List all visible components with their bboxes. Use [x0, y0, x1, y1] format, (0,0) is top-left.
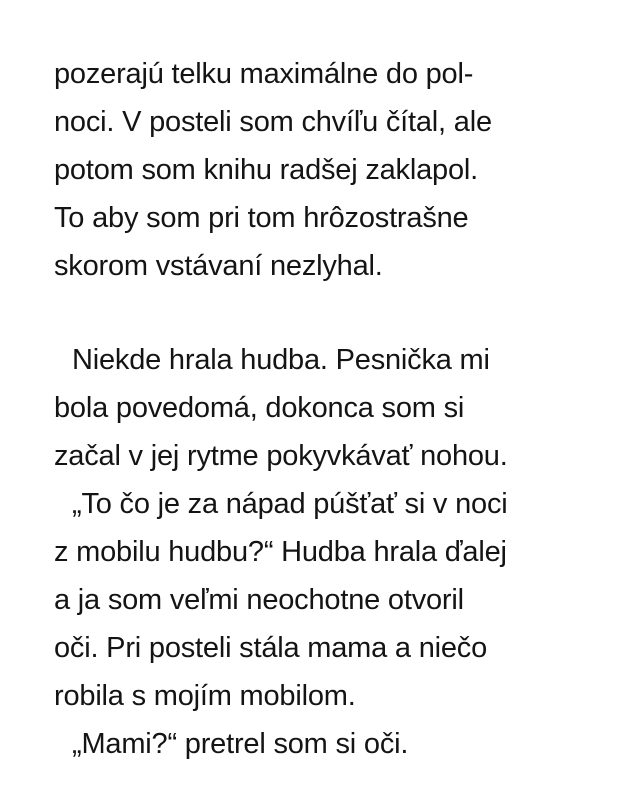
text-line-indented: Niekde hrala hudba. Pesnička mi: [72, 344, 490, 376]
paragraph-1: [54, 50, 614, 290]
text-line: pozerajú telku maximálne do pol-: [54, 58, 474, 90]
text-line-indented: „To čo je za nápad púšťať si v noci: [72, 488, 508, 520]
text-line: začal v jej rytme pokyvkávať nohou.: [54, 440, 508, 472]
text-line: To aby som pri tom hrôzostrašne: [54, 202, 469, 234]
text-line: a ja som veľmi neochotne otvoril: [54, 584, 464, 616]
text-line-indented: „Mami?“ pretrel som si oči.: [72, 728, 409, 760]
text-line: noci. V posteli som chvíľu čítal, ale: [54, 106, 492, 138]
text-line: skorom vstávaní nezlyhal.: [54, 250, 383, 282]
text-line: potom som knihu radšej zaklapol.: [54, 154, 478, 186]
text-line: robila s mojím mobilom.: [54, 680, 356, 712]
paragraph-2: [54, 336, 614, 768]
text-line: z mobilu hudbu?“ Hudba hrala ďalej: [54, 536, 507, 568]
text-line: oči. Pri posteli stála mama a niečo: [54, 632, 488, 664]
text-line: bola povedomá, dokonca som si: [54, 392, 465, 424]
